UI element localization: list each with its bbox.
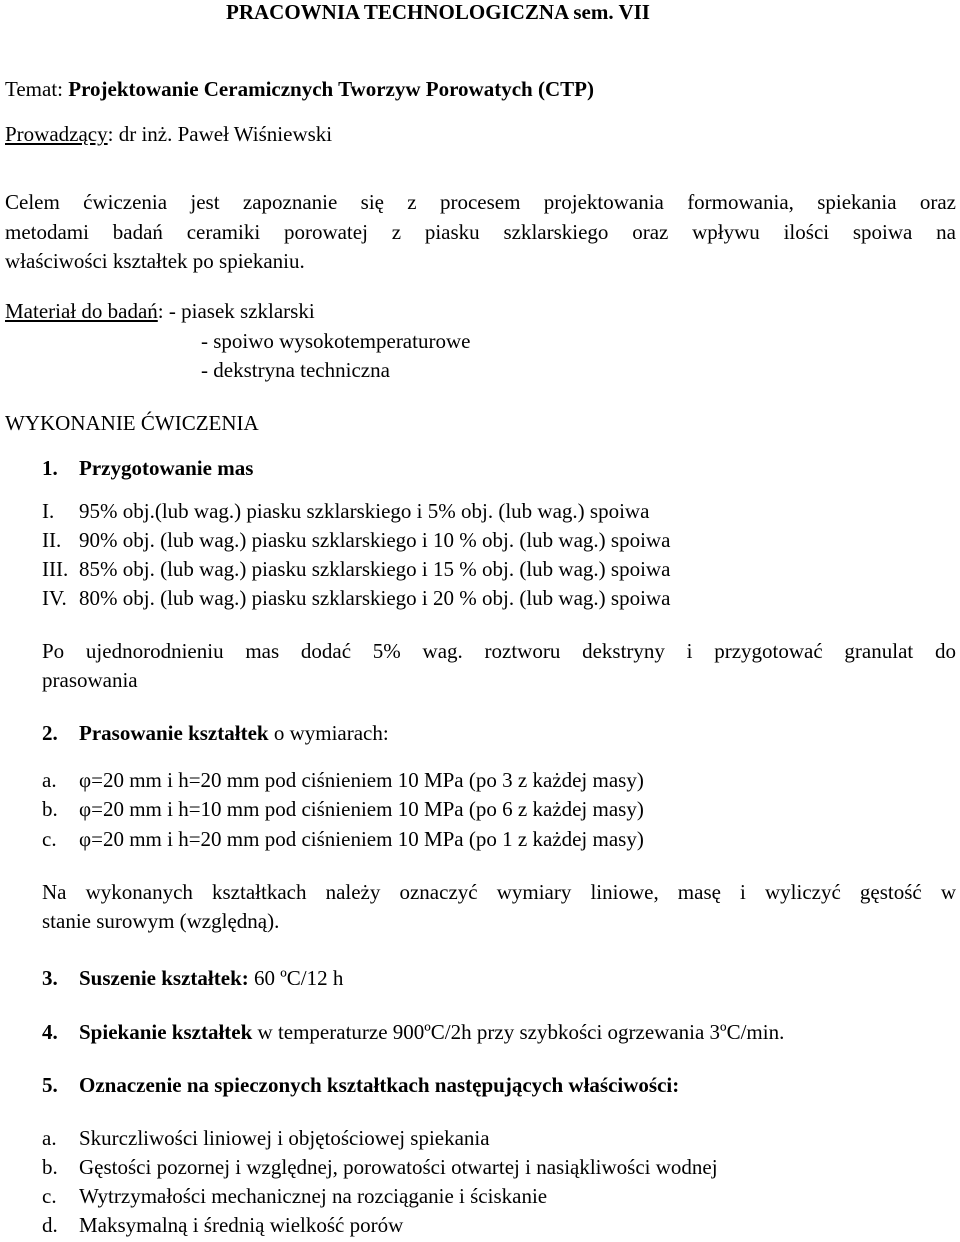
section-title: Przygotowanie mas bbox=[79, 456, 254, 480]
mass-item-number: I. bbox=[42, 499, 55, 523]
intro-line-3: właściwości kształtek po spiekaniu. bbox=[5, 249, 305, 273]
mass-item-number: IV. bbox=[42, 586, 67, 610]
mass-item-text: 80% obj. (lub wag.) piasku szklarskiego i 20 % obj. (lub wag.) spoiwa bbox=[79, 586, 671, 610]
pressing-note-line-1: Na wykonanych kształtkach należy oznaczyć wymiary liniowe, masę i wyliczyć gęstość w bbox=[42, 880, 956, 904]
section-number: 1. bbox=[42, 456, 58, 480]
property-item-text: Maksymalną i średnią wielkość porów bbox=[79, 1213, 404, 1237]
lecturer-line bbox=[5, 122, 332, 146]
section-title: Oznaczenie na spieczonych kształtkach następujących właściwości: bbox=[79, 1073, 680, 1097]
mass-item-number: II. bbox=[42, 528, 62, 552]
pressing-item-text: φ=20 mm i h=20 mm pod ciśnieniem 10 MPa (po 1 z każdej masy) bbox=[79, 827, 644, 851]
property-item-text: Gęstości pozornej i względnej, porowatości otwartej i nasiąkliwości wodnej bbox=[79, 1155, 718, 1179]
mass-note-line-2: prasowania bbox=[42, 668, 138, 692]
materials-label: Materiał do badań bbox=[5, 299, 158, 323]
mass-item-text: 85% obj. (lub wag.) piasku szklarskiego i 15 % obj. (lub wag.) spoiwa bbox=[79, 557, 671, 581]
section-heading bbox=[79, 966, 343, 990]
pressing-item-letter: a. bbox=[42, 768, 57, 792]
topic-label: Temat: bbox=[5, 77, 69, 101]
lecturer-label: Prowadzący bbox=[5, 122, 108, 146]
section-title: Spiekanie kształtek bbox=[79, 1020, 253, 1044]
pressing-item-letter: c. bbox=[42, 827, 57, 851]
intro-line-2: metodami badań ceramiki porowatej z piasku szklarskiego oraz wpływu ilości spoiwa na bbox=[5, 220, 956, 244]
pressing-item-text: φ=20 mm i h=10 mm pod ciśnieniem 10 MPa (po 6 z każdej masy) bbox=[79, 797, 644, 821]
material-item: - piasek szklarski bbox=[168, 299, 315, 323]
section-heading bbox=[79, 1020, 784, 1044]
pressing-item-letter: b. bbox=[42, 797, 58, 821]
section-number: 5. bbox=[42, 1073, 58, 1097]
mass-item-text: 95% obj.(lub wag.) piasku szklarskiego i 5% obj. (lub wag.) spoiwa bbox=[79, 499, 650, 523]
mass-item-text: 90% obj. (lub wag.) piasku szklarskiego i 10 % obj. (lub wag.) spoiwa bbox=[79, 528, 671, 552]
section-number: 3. bbox=[42, 966, 58, 990]
section-heading bbox=[79, 721, 389, 745]
property-item-letter: a. bbox=[42, 1126, 57, 1150]
lecturer-separator: : bbox=[107, 122, 119, 146]
section-suffix: 60 ºC/12 h bbox=[248, 966, 344, 990]
mass-item-number: III. bbox=[42, 557, 69, 581]
section-title: Suszenie kształtek: bbox=[79, 966, 249, 990]
property-item-letter: b. bbox=[42, 1155, 58, 1179]
material-item: - spoiwo wysokotemperaturowe bbox=[201, 329, 471, 353]
section-number: 4. bbox=[42, 1020, 58, 1044]
lecturer-name: dr inż. Paweł Wiśniewski bbox=[118, 122, 333, 146]
page-title: PRACOWNIA TECHNOLOGICZNA sem. VII bbox=[226, 0, 650, 24]
pressing-note-line-2: stanie surowym (względną). bbox=[42, 909, 280, 933]
mass-note-line-1: Po ujednorodnieniu mas dodać 5% wag. roztworu dekstryny i przygotować granulat do bbox=[42, 639, 956, 663]
property-item-text: Skurczliwości liniowej i objętościowej spiekania bbox=[79, 1126, 490, 1150]
property-item-letter: d. bbox=[42, 1213, 58, 1237]
materials-line-1 bbox=[5, 299, 315, 323]
pressing-item-text: φ=20 mm i h=20 mm pod ciśnieniem 10 MPa (po 3 z każdej masy) bbox=[79, 768, 644, 792]
property-item-text: Wytrzymałości mechanicznej na rozciąganie i ściskanie bbox=[79, 1184, 548, 1208]
property-item-letter: c. bbox=[42, 1184, 57, 1208]
material-item: - dekstryna techniczna bbox=[201, 358, 390, 382]
topic-line bbox=[5, 77, 594, 101]
section-suffix: w temperaturze 900ºC/2h przy szybkości ogrzewania 3ºC/min. bbox=[252, 1020, 785, 1044]
intro-line-1: Celem ćwiczenia jest zapoznanie się z procesem projektowania formowania, spiekania oraz bbox=[5, 190, 956, 214]
materials-separator: : bbox=[157, 299, 169, 323]
section-number: 2. bbox=[42, 721, 58, 745]
topic-value: Projektowanie Ceramicznych Tworzyw Porowatych (CTP) bbox=[68, 77, 594, 101]
section-suffix: o wymiarach: bbox=[268, 721, 389, 745]
section-title: Prasowanie kształtek bbox=[79, 721, 269, 745]
execution-heading: WYKONANIE ĆWICZENIA bbox=[5, 411, 259, 435]
